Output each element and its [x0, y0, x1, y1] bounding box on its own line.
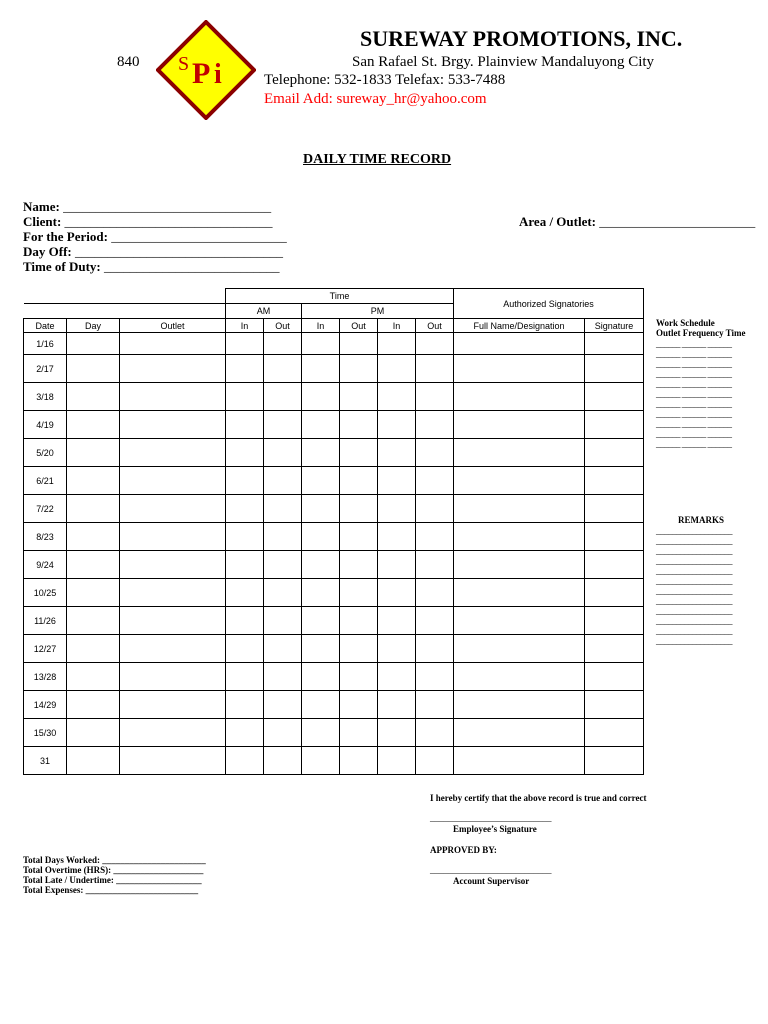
table-row	[24, 579, 644, 607]
entry-cell	[340, 523, 378, 551]
company-phone: Telephone: 532-1833 Telefax: 533-7488	[264, 72, 506, 88]
entry-cell	[67, 579, 120, 607]
entry-cell	[226, 333, 264, 355]
entry-cell	[340, 439, 378, 467]
entry-cell	[226, 579, 264, 607]
entry-cell	[120, 355, 226, 383]
supervisor-signature-line: ___________________________	[430, 865, 552, 875]
entry-cell	[67, 663, 120, 691]
entry-cell	[226, 691, 264, 719]
entry-cell	[264, 411, 302, 439]
time-header: Time	[226, 289, 454, 304]
entry-cell	[416, 579, 454, 607]
date-cell: 3/18	[24, 383, 67, 411]
remarks-title: REMARKS	[678, 515, 725, 525]
entry-cell	[454, 747, 585, 775]
date-cell: 7/22	[24, 495, 67, 523]
entry-cell	[340, 355, 378, 383]
entry-cell	[454, 579, 585, 607]
entry-cell	[120, 635, 226, 663]
entry-cell	[302, 383, 340, 411]
entry-cell	[226, 719, 264, 747]
entry-cell	[416, 635, 454, 663]
column-header: Outlet	[120, 319, 226, 333]
work-schedule-lines	[656, 339, 732, 449]
column-header: Out	[340, 319, 378, 333]
entry-cell	[585, 579, 644, 607]
date-cell: 14/29	[24, 691, 67, 719]
table-row	[24, 495, 644, 523]
entry-cell	[67, 495, 120, 523]
day-off-blank: ________________________________	[75, 244, 283, 259]
entry-cell	[378, 495, 416, 523]
date-cell: 12/27	[24, 635, 67, 663]
work-schedule-line: ______ ______ ______	[656, 409, 732, 419]
entry-cell	[226, 383, 264, 411]
entry-cell	[67, 523, 120, 551]
entry-cell	[302, 607, 340, 635]
entry-cell	[585, 495, 644, 523]
entry-cell	[378, 579, 416, 607]
entry-cell	[340, 383, 378, 411]
entry-cell	[378, 747, 416, 775]
table-body	[24, 333, 644, 775]
total-late-undertime: Total Late / Undertime: ___________________	[23, 875, 202, 885]
date-cell: 4/19	[24, 411, 67, 439]
column-header: In	[378, 319, 416, 333]
entry-cell	[378, 607, 416, 635]
entry-cell	[454, 635, 585, 663]
entry-cell	[226, 411, 264, 439]
remarks-line: ___________________	[656, 556, 732, 566]
table-row	[24, 747, 644, 775]
entry-cell	[120, 579, 226, 607]
entry-cell	[454, 719, 585, 747]
entry-cell	[67, 383, 120, 411]
entry-cell	[378, 691, 416, 719]
entry-cell	[340, 635, 378, 663]
column-header: Date	[24, 319, 67, 333]
work-schedule-title: Work Schedule	[656, 318, 715, 328]
pm-header: PM	[302, 304, 454, 319]
entry-cell	[226, 439, 264, 467]
entry-cell	[416, 467, 454, 495]
entry-cell	[226, 355, 264, 383]
area-outlet-label: Area / Outlet:	[519, 214, 597, 229]
remarks-line: ___________________	[656, 626, 732, 636]
document-title: DAILY TIME RECORD	[303, 152, 452, 167]
entry-cell	[416, 719, 454, 747]
entry-cell	[585, 663, 644, 691]
entry-cell	[67, 411, 120, 439]
work-schedule-columns: Outlet Frequency Time	[656, 328, 746, 338]
entry-cell	[67, 467, 120, 495]
entry-cell	[226, 495, 264, 523]
entry-cell	[120, 719, 226, 747]
table-row	[24, 691, 644, 719]
entry-cell	[378, 551, 416, 579]
remarks-line: ___________________	[656, 596, 732, 606]
logo-letter-p: P	[192, 57, 211, 90]
table-row	[24, 467, 644, 495]
entry-cell	[454, 333, 585, 355]
entry-cell	[302, 523, 340, 551]
company-email: Email Add: sureway_hr@yahoo.com	[264, 91, 487, 107]
remarks-line: ___________________	[656, 566, 732, 576]
entry-cell	[120, 663, 226, 691]
entry-cell	[378, 411, 416, 439]
work-schedule-line: ______ ______ ______	[656, 429, 732, 439]
entry-cell	[378, 383, 416, 411]
name-field	[23, 199, 271, 215]
total-days-worked: Total Days Worked: _______________________	[23, 855, 206, 865]
entry-cell	[416, 663, 454, 691]
name-label: Name:	[23, 199, 60, 214]
name-blank: ________________________________	[63, 199, 272, 214]
time-of-duty-field	[23, 259, 280, 275]
date-cell: 13/28	[24, 663, 67, 691]
certification-statement: I hereby certify that the above record is true and correct	[430, 793, 647, 803]
table-header-spacer	[24, 289, 226, 304]
entry-cell	[120, 691, 226, 719]
entry-cell	[264, 691, 302, 719]
work-schedule-line: ______ ______ ______	[656, 359, 732, 369]
entry-cell	[264, 635, 302, 663]
entry-cell	[454, 411, 585, 439]
work-schedule-line: ______ ______ ______	[656, 379, 732, 389]
company-address: San Rafael St. Brgy. Plainview Mandaluyong City	[352, 54, 655, 70]
entry-cell	[302, 355, 340, 383]
entry-cell	[120, 467, 226, 495]
entry-cell	[416, 607, 454, 635]
work-schedule-line: ______ ______ ______	[656, 399, 732, 409]
entry-cell	[120, 551, 226, 579]
logo-letter-i: i	[214, 59, 222, 90]
date-cell: 15/30	[24, 719, 67, 747]
work-schedule-line: ______ ______ ______	[656, 349, 732, 359]
entry-cell	[302, 579, 340, 607]
remarks-line: ___________________	[656, 546, 732, 556]
entry-cell	[416, 333, 454, 355]
entry-cell	[226, 607, 264, 635]
table-row	[24, 719, 644, 747]
entry-cell	[454, 495, 585, 523]
entry-cell	[416, 383, 454, 411]
entry-cell	[226, 747, 264, 775]
area-outlet-field	[519, 214, 755, 230]
entry-cell	[120, 523, 226, 551]
am-header: AM	[226, 304, 302, 319]
remarks-line: ___________________	[656, 586, 732, 596]
area-outlet-blank: ________________________	[599, 214, 756, 229]
column-header: Full Name/Designation	[454, 319, 585, 333]
entry-cell	[340, 607, 378, 635]
entry-cell	[416, 439, 454, 467]
column-header: In	[226, 319, 264, 333]
entry-cell	[454, 607, 585, 635]
entry-cell	[264, 495, 302, 523]
address-number: 840	[117, 54, 140, 70]
entry-cell	[585, 333, 644, 355]
entry-cell	[67, 439, 120, 467]
remarks-line: ___________________	[656, 536, 732, 546]
entry-cell	[264, 383, 302, 411]
date-cell: 9/24	[24, 551, 67, 579]
entry-cell	[340, 663, 378, 691]
entry-cell	[264, 747, 302, 775]
entry-cell	[585, 467, 644, 495]
table-header-spacer	[24, 304, 226, 319]
entry-cell	[302, 333, 340, 355]
entry-cell	[302, 411, 340, 439]
entry-cell	[340, 411, 378, 439]
entry-cell	[340, 467, 378, 495]
date-cell: 31	[24, 747, 67, 775]
column-header: In	[302, 319, 340, 333]
column-header: Out	[416, 319, 454, 333]
day-off-field	[23, 244, 283, 260]
entry-cell	[378, 663, 416, 691]
time-of-duty-blank: ___________________________	[104, 259, 280, 274]
total-overtime: Total Overtime (HRS): ____________________	[23, 865, 204, 875]
remarks-line: ___________________	[656, 526, 732, 536]
entry-cell	[120, 495, 226, 523]
entry-cell	[226, 663, 264, 691]
company-logo	[156, 20, 256, 120]
client-field	[23, 214, 273, 230]
company-name: SUREWAY PROMOTIONS, INC.	[360, 26, 683, 51]
entry-cell	[378, 467, 416, 495]
period-field	[23, 229, 287, 245]
work-schedule-line: ______ ______ ______	[656, 369, 732, 379]
entry-cell	[585, 439, 644, 467]
entry-cell	[585, 747, 644, 775]
entry-cell	[378, 719, 416, 747]
entry-cell	[585, 523, 644, 551]
entry-cell	[302, 691, 340, 719]
total-expenses: Total Expenses: _________________________	[23, 885, 199, 895]
table-row	[24, 523, 644, 551]
table-row	[24, 607, 644, 635]
entry-cell	[454, 691, 585, 719]
entry-cell	[454, 383, 585, 411]
entry-cell	[302, 719, 340, 747]
period-label: For the Period:	[23, 229, 108, 244]
entry-cell	[120, 383, 226, 411]
table-row	[24, 635, 644, 663]
date-cell: 1/16	[24, 333, 67, 355]
date-cell: 5/20	[24, 439, 67, 467]
entry-cell	[585, 355, 644, 383]
date-cell: 6/21	[24, 467, 67, 495]
work-schedule-line: ______ ______ ______	[656, 389, 732, 399]
entry-cell	[67, 691, 120, 719]
client-label: Client:	[23, 214, 62, 229]
date-cell: 8/23	[24, 523, 67, 551]
entry-cell	[454, 663, 585, 691]
entry-cell	[585, 719, 644, 747]
entry-cell	[454, 355, 585, 383]
entry-cell	[416, 495, 454, 523]
remarks-lines	[656, 526, 732, 646]
account-supervisor-label: Account Supervisor	[453, 876, 530, 886]
entry-cell	[378, 439, 416, 467]
entry-cell	[264, 467, 302, 495]
entry-cell	[416, 691, 454, 719]
entry-cell	[378, 355, 416, 383]
column-header: Signature	[585, 319, 644, 333]
table-row	[24, 355, 644, 383]
entry-cell	[416, 523, 454, 551]
entry-cell	[226, 523, 264, 551]
entry-cell	[454, 467, 585, 495]
remarks-line: ___________________	[656, 616, 732, 626]
work-schedule-line: ______ ______ ______	[656, 339, 732, 349]
day-off-label: Day Off:	[23, 244, 72, 259]
employee-signature-line: ___________________________	[430, 813, 552, 823]
entry-cell	[340, 551, 378, 579]
entry-cell	[340, 691, 378, 719]
table-row	[24, 411, 644, 439]
table-row	[24, 439, 644, 467]
entry-cell	[67, 355, 120, 383]
entry-cell	[454, 523, 585, 551]
entry-cell	[264, 607, 302, 635]
authorized-signatories-header: Authorized Signatories	[454, 289, 644, 319]
logo-letter-s: S	[178, 53, 190, 75]
date-cell: 2/17	[24, 355, 67, 383]
entry-cell	[302, 467, 340, 495]
time-of-duty-label: Time of Duty:	[23, 259, 101, 274]
entry-cell	[120, 333, 226, 355]
entry-cell	[340, 579, 378, 607]
entry-cell	[378, 523, 416, 551]
entry-cell	[67, 333, 120, 355]
entry-cell	[340, 495, 378, 523]
table-row	[24, 333, 644, 355]
entry-cell	[264, 355, 302, 383]
period-blank: ___________________________	[111, 229, 287, 244]
entry-cell	[264, 719, 302, 747]
client-blank: ________________________________	[64, 214, 273, 229]
entry-cell	[264, 551, 302, 579]
entry-cell	[416, 355, 454, 383]
entry-cell	[226, 467, 264, 495]
entry-cell	[264, 439, 302, 467]
entry-cell	[302, 439, 340, 467]
entry-cell	[264, 579, 302, 607]
date-cell: 10/25	[24, 579, 67, 607]
table-row	[24, 383, 644, 411]
entry-cell	[120, 439, 226, 467]
entry-cell	[67, 551, 120, 579]
column-header: Day	[67, 319, 120, 333]
entry-cell	[67, 607, 120, 635]
entry-cell	[340, 333, 378, 355]
entry-cell	[302, 495, 340, 523]
entry-cell	[302, 551, 340, 579]
entry-cell	[416, 411, 454, 439]
remarks-line: ___________________	[656, 576, 732, 586]
entry-cell	[340, 747, 378, 775]
table-row	[24, 663, 644, 691]
date-cell: 11/26	[24, 607, 67, 635]
entry-cell	[120, 411, 226, 439]
entry-cell	[340, 719, 378, 747]
entry-cell	[67, 719, 120, 747]
entry-cell	[302, 663, 340, 691]
approved-by-label: APPROVED BY:	[430, 845, 497, 855]
entry-cell	[67, 747, 120, 775]
entry-cell	[416, 551, 454, 579]
entry-cell	[585, 383, 644, 411]
entry-cell	[226, 551, 264, 579]
entry-cell	[585, 551, 644, 579]
entry-cell	[585, 607, 644, 635]
column-header: Out	[264, 319, 302, 333]
entry-cell	[585, 691, 644, 719]
entry-cell	[585, 635, 644, 663]
entry-cell	[120, 747, 226, 775]
entry-cell	[226, 635, 264, 663]
employee-signature-label: Employee’s Signature	[453, 824, 537, 834]
entry-cell	[302, 747, 340, 775]
entry-cell	[67, 635, 120, 663]
entry-cell	[264, 523, 302, 551]
entry-cell	[454, 551, 585, 579]
entry-cell	[120, 607, 226, 635]
entry-cell	[264, 333, 302, 355]
entry-cell	[378, 635, 416, 663]
entry-cell	[416, 747, 454, 775]
entry-cell	[264, 663, 302, 691]
daily-time-record-table	[23, 288, 644, 775]
remarks-line: ___________________	[656, 636, 732, 646]
remarks-line: ___________________	[656, 606, 732, 616]
table-row	[24, 551, 644, 579]
entry-cell	[585, 411, 644, 439]
work-schedule-line: ______ ______ ______	[656, 439, 732, 449]
entry-cell	[302, 635, 340, 663]
entry-cell	[378, 333, 416, 355]
entry-cell	[454, 439, 585, 467]
work-schedule-line: ______ ______ ______	[656, 419, 732, 429]
